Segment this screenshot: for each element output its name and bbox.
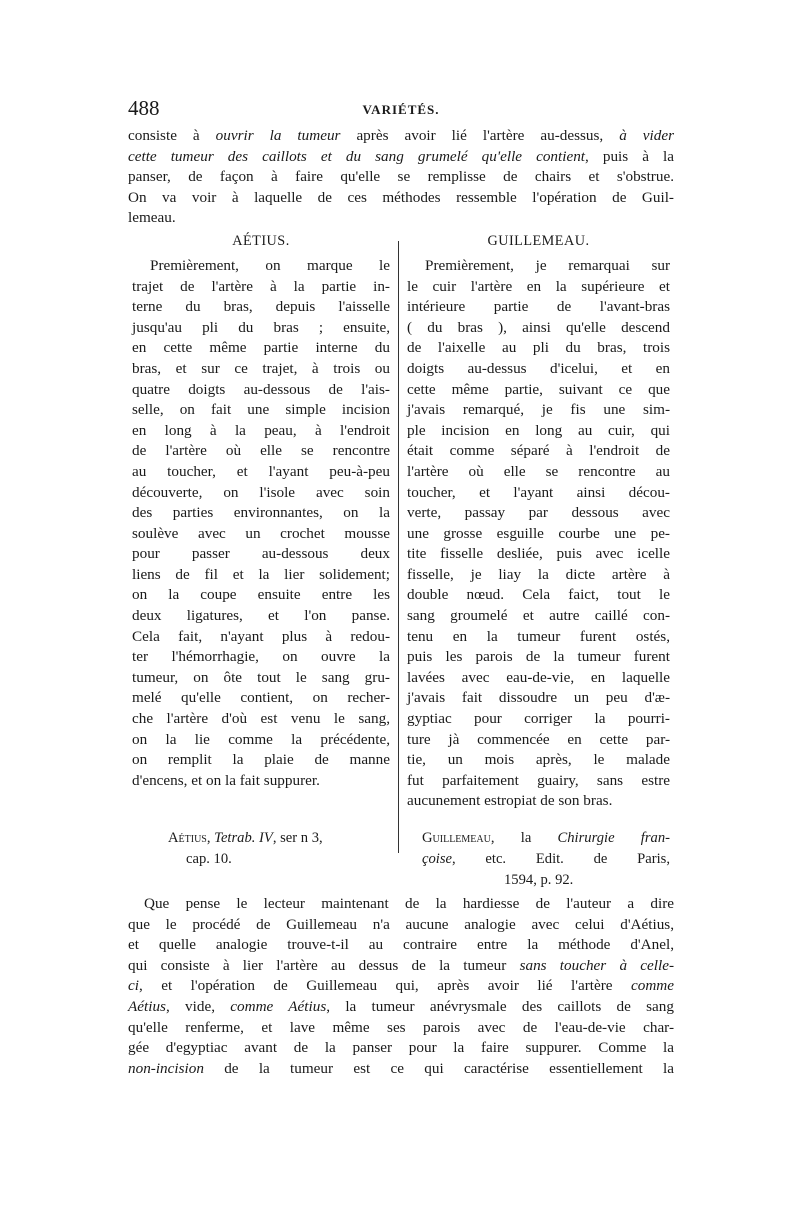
text-line [128, 894, 674, 915]
column-line: le cuir l'artère en la supérieure et [407, 277, 670, 295]
text-run: Que pense le lecteur maintenant de la hardiesse de l'auteur a dire [144, 895, 674, 912]
column-line: j'avais fait dissoudre un peu d'æ- [407, 689, 670, 707]
column-line: en long à la peau, à l'endroit [132, 421, 390, 439]
text-run: que le procédé de Guillemeau n'a aucune analogie avec celui d'Aétius, [128, 915, 674, 933]
text-run: panser, de façon à faire qu'elle se remplisse de chairs et s'obstrue. [128, 168, 674, 186]
text-line [128, 956, 674, 977]
intro-paragraph [128, 126, 674, 229]
text-line [128, 997, 674, 1018]
guillemeau-column [407, 231, 670, 812]
column-line: aucunement estropiat de son bras. [407, 792, 613, 810]
column-line: tumeur, on ôte tout le sang gru- [132, 668, 390, 686]
text-run: qui consiste à lier l'artère au dessus de la tumeur [128, 956, 520, 974]
italic-text: Aétius [128, 997, 166, 1015]
column-line: cette même partie, suivant ce que [407, 380, 670, 398]
text-line [128, 1059, 674, 1080]
italic-text: non-incision [128, 1059, 204, 1077]
column-line: selle, on fait une simple incision [132, 401, 390, 419]
column-line: deux ligatures, et l'on panse. [132, 607, 390, 625]
aetius-column-title: AÉTIUS. [232, 232, 290, 249]
column-divider [398, 241, 399, 853]
closing-paragraph [128, 894, 674, 1079]
text-run: , puis à la [585, 147, 674, 165]
column-line: j'avais remarqué, je fis une sim- [407, 401, 670, 419]
text-run: lemeau. [128, 209, 176, 227]
page-number: 488 [128, 96, 160, 120]
italic-text: à vider [619, 127, 674, 144]
column-line: des parties environnantes, on la [132, 504, 390, 522]
book-page [128, 96, 675, 1077]
text-line [128, 935, 674, 956]
text-run: après avoir lié l'artère au-dessus, [340, 127, 620, 144]
text-line [128, 126, 674, 147]
column-line: soulève avec un crochet mousse [132, 524, 390, 542]
citation-continuation: cap. 10. [186, 851, 232, 867]
text-line [128, 976, 674, 997]
text-run: consiste à [128, 127, 216, 144]
column-line: ter l'hémorrhagie, on ouvre la [132, 648, 390, 666]
text-run: de la tumeur est ce qui caractérise essentiellement la [203, 1059, 674, 1077]
text-line [128, 1018, 674, 1039]
column-line: Cela fait, n'ayant plus à redou- [132, 627, 390, 645]
column-line: che l'artère d'où est venu le sang, [132, 710, 390, 728]
text-line [128, 147, 674, 168]
column-line: ple incision en long au cuir, qui [407, 421, 670, 439]
column-line: bras, et sur ce trajet, à trois ou [132, 359, 390, 377]
column-line: double nœud. Cela faict, tout le [407, 586, 670, 604]
italic-text: comme [630, 977, 674, 995]
column-line: fisselle, je liay la dicte artère à [407, 565, 670, 583]
text-run: , vide, [165, 997, 231, 1015]
column-line: ( du bras ), ainsi qu'elle descend [407, 318, 670, 336]
column-line: tite fisselle desliée, puis avec icelle [407, 545, 670, 563]
column-line: liens de fil et la lier solidement; [132, 565, 390, 583]
column-line: fut parfaitement guairy, sans estre [407, 771, 670, 789]
italic-text: comme Aétius [230, 997, 327, 1015]
text-run: , la tumeur anévrysmale des caillots de sang [326, 997, 674, 1015]
column-line: melé qu'elle contient, on recher- [132, 689, 390, 707]
column-line: on remplit la plaie de manne [132, 751, 390, 769]
citation-ref: , ser n 3, [272, 830, 323, 846]
column-line: lavées avec eau-de-vie, en laquelle [407, 668, 670, 686]
citation-page: 1594, p. 92. [504, 872, 574, 888]
text-line [128, 915, 674, 936]
comparison-columns [128, 231, 674, 851]
text-run: gée d'egyptiac avant de la panser pour la faire suppurer. Comme la [128, 1039, 674, 1057]
column-line: découverte, on l'isole avec soin [132, 483, 390, 501]
column-line: tenu en la tumeur furent ostés, [407, 627, 670, 645]
text-run: et quelle analogie trouve-t-il au contraire entre la méthode d'Anel, [128, 936, 674, 954]
page-header [128, 96, 674, 126]
column-line: de l'artère où elle se rencontre [132, 442, 390, 460]
aetius-citation: Aétius, Tetrab. IV, ser n 3, cap. 10. [168, 828, 396, 870]
column-line: une grosse esguille courbe une pe- [407, 524, 670, 542]
citation-author: Guillemeau [422, 830, 491, 846]
text-run: On va voir à laquelle de ces méthodes ressemble l'opération de Guil- [128, 188, 674, 206]
citation-author: Aétius [168, 830, 207, 846]
guillemeau-column-title: GUILLEMEAU. [487, 232, 590, 249]
column-line: ture jà commencée en cette par- [407, 730, 670, 748]
aetius-text [132, 256, 390, 791]
column-line: l'artère où elle se rencontre au [407, 462, 670, 480]
italic-text: ci [128, 977, 139, 995]
text-line [128, 1038, 674, 1059]
column-line: au toucher, et l'ayant peu-à-peu [132, 462, 390, 480]
text-line [128, 208, 674, 229]
text-line [128, 167, 674, 188]
column-line: trajet de l'artère à la partie in- [132, 277, 390, 295]
column-line: de l'aixelle au pli du bras, trois [407, 339, 670, 357]
column-line: Premièrement, on marque le [150, 256, 390, 274]
text-line [128, 188, 674, 209]
column-line: était comme séparé à l'endroit de [407, 442, 670, 460]
column-line: en cette même partie interne du [132, 339, 390, 357]
column-line: puis les parois de la tumeur furent [407, 648, 670, 666]
running-head: VARIÉTÉS. [362, 102, 440, 117]
italic-text: sans toucher à celle- [519, 956, 675, 974]
aetius-column [132, 231, 390, 791]
guillemeau-text [407, 256, 670, 812]
column-line: on la lie comme la précédente, [132, 730, 390, 748]
column-line: doigts au-dessus d'icelui, et en [407, 359, 670, 377]
column-line: Premièrement, je remarquai sur [425, 256, 670, 274]
column-line: gyptiac pour corriger la pourri- [407, 710, 670, 728]
citation-edition: , etc. Edit. de Paris, [452, 851, 670, 867]
italic-text: cette tumeur des caillots et du sang grumelé qu'elle contient [128, 147, 586, 165]
column-line: intérieure partie de l'avant-bras [407, 298, 670, 316]
citation-prefix: , la [490, 830, 558, 846]
column-line: pour passer au-dessous deux [132, 545, 390, 563]
guillemeau-citation [422, 828, 670, 891]
column-line: verte, passay par dessous avec [407, 504, 670, 522]
text-run: , et l'opération de Guillemeau qui, après avoir lié l'artère [138, 977, 631, 995]
column-line: sang groumelé et autre caillé con- [407, 607, 670, 625]
column-line: tie, un mois après, le malade [407, 751, 670, 769]
citation-work: Tetrab. IV [214, 830, 273, 846]
italic-text: ouvrir la tumeur [215, 127, 341, 144]
column-line: d'encens, et on la fait suppurer. [132, 771, 320, 789]
citation-work-cont: çoise [422, 851, 452, 867]
column-line: terne du bras, depuis l'aisselle [132, 298, 390, 316]
column-line: toucher, et l'ayant ainsi décou- [407, 483, 670, 501]
column-line: jusqu'au pli du bras ; ensuite, [132, 318, 390, 336]
column-line: quatre doigts au-dessous de l'ais- [132, 380, 390, 398]
text-run: qu'elle renferme, et lave même ses parois avec de l'eau-de-vie char- [128, 1018, 674, 1036]
citation-work: Chirurgie fran- [557, 830, 670, 846]
column-line: on la coupe ensuite entre les [132, 586, 390, 604]
